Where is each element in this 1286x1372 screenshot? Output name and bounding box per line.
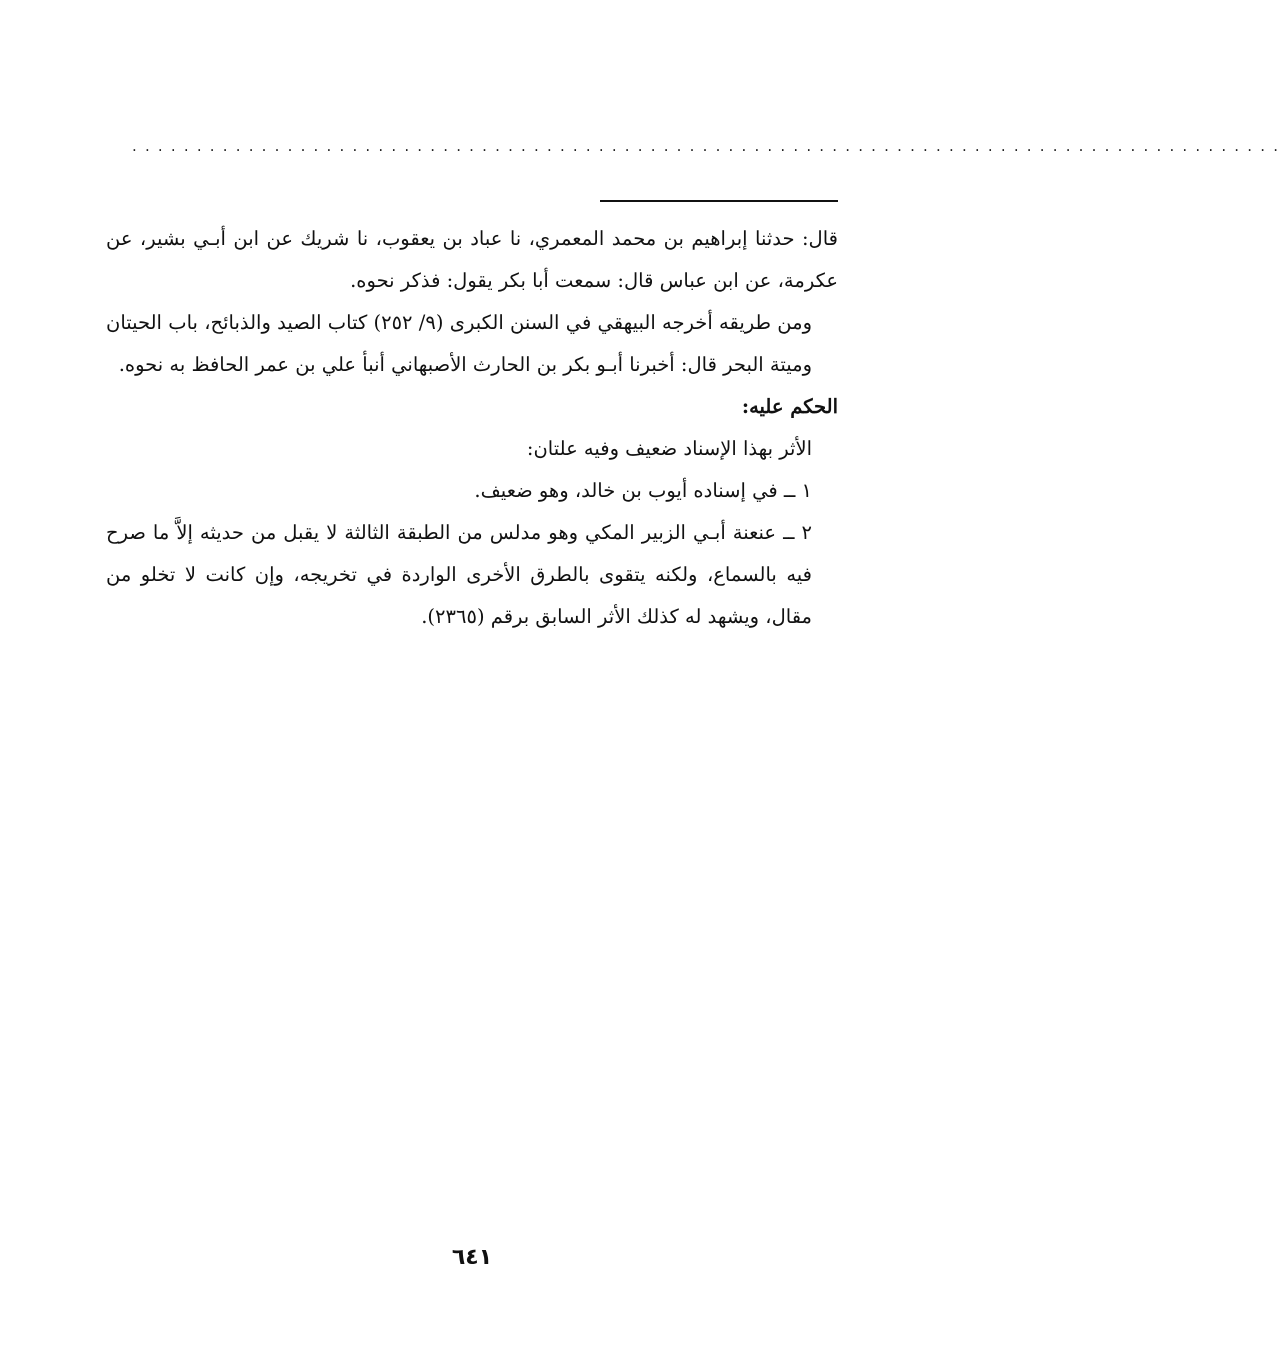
ruling-heading: الحكم عليه: bbox=[741, 395, 838, 418]
main-text bbox=[106, 218, 838, 638]
ruling-intro: الأثر بهذا الإسناد ضعيف وفيه علتان: bbox=[526, 437, 812, 460]
footnote-paragraph-2: ومن طريقه أخرجه البيهقي في السنن الكبرى (٩/ ٢٥٢) كتاب الصيد والذبائح، باب الحيتان وميتة البحر قال: أخبرنا أبـو بكر بن الحارث الأصبهاني أنبأ علي بن عمر الحافظ به نحوه. bbox=[106, 311, 812, 376]
footnote-paragraph-1: قال: حدثنا إبراهيم بن محمد المعمري، نا عباد بن يعقوب، نا شريك عن ابن أبـي بشير، عن عكرمة، عن ابن عباس قال: سمعت أبا بكر يقول: فذكر نحوه. bbox=[106, 227, 838, 292]
ruling-reason-2: ٢ ــ عنعنة أبـي الزبير المكي وهو مدلس من الطبقة الثالثة لا يقبل من حديثه إلاَّ ما صرح فيه بالسماع، ولكنه يتقوى بالطرق الأخرى الواردة في تخريجه، وإن كانت لا تخلو من مقال، ويشهد له كذلك الأثر السابق برقم (٢٣٦٥). bbox=[106, 521, 812, 628]
dotted-separator: ......................................................................................... bbox=[132, 137, 1286, 155]
footnote-rule bbox=[600, 200, 838, 202]
page-number: ٦٤١ bbox=[451, 1245, 493, 1270]
ruling-reason-1: ١ ــ في إسناده أيوب بن خالد، وهو ضعيف. bbox=[474, 479, 812, 502]
